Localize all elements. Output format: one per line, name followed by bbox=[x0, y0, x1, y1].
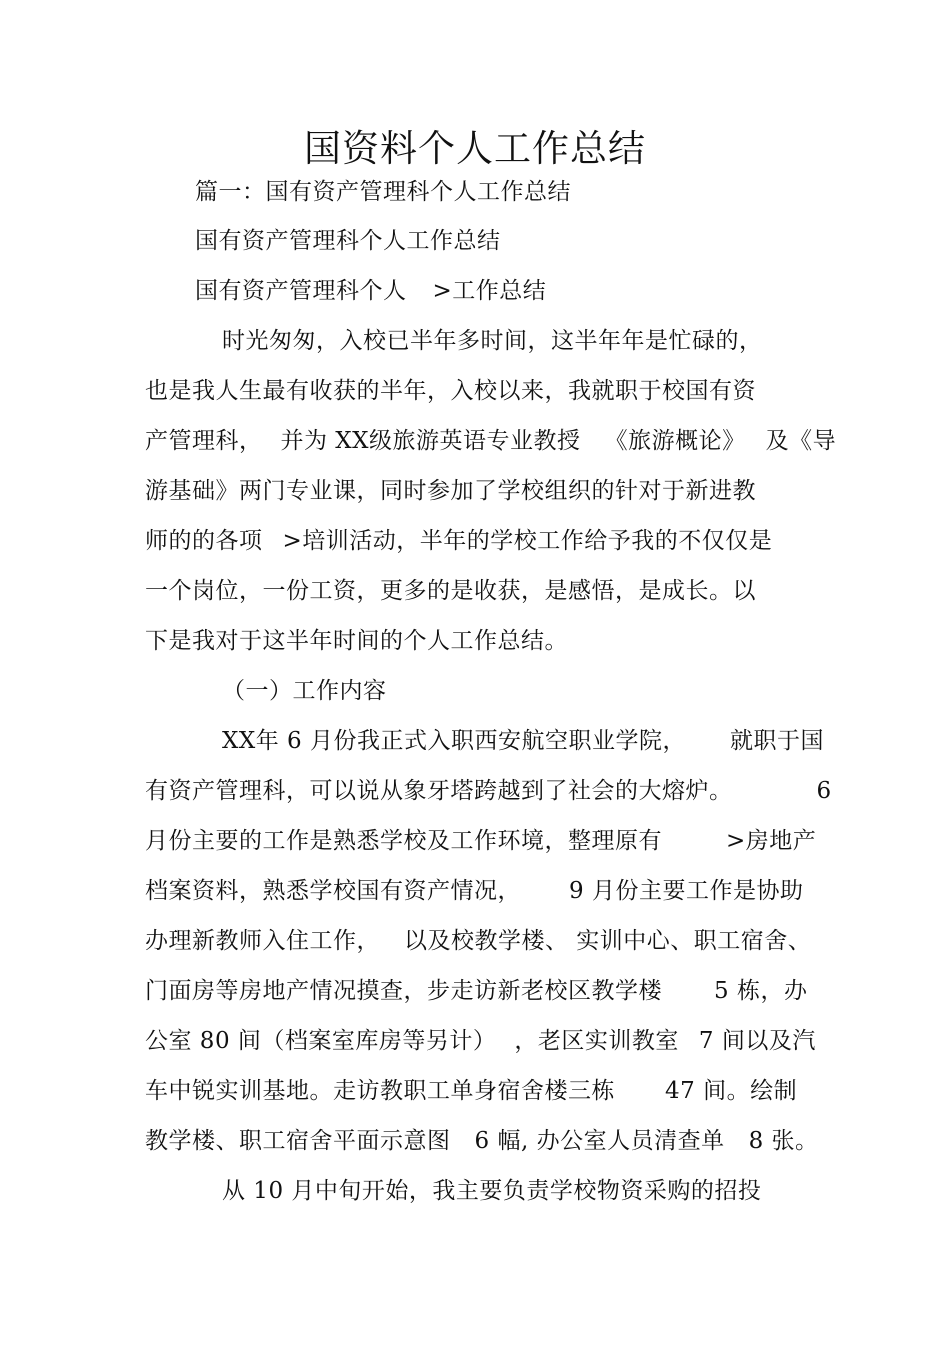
paragraph-line: 下是我对于这半年时间的个人工作总结。 bbox=[145, 628, 568, 654]
text-segment: ，老区实训教室 bbox=[514, 1028, 679, 1054]
paragraph-line: 一个岗位，一份工资，更多的是收获，是感悟，是成长。以 bbox=[145, 578, 756, 604]
text-segment: 车中锐实训基地。走访教职工单身宿舍楼三栋 bbox=[145, 1078, 615, 1104]
heading-subtitle-2-part-b: >工作总结 bbox=[432, 278, 547, 304]
text-segment: 8 张。 bbox=[748, 1128, 819, 1154]
text-segment: 师的的各项 bbox=[145, 528, 263, 554]
section-heading: （一）工作内容 bbox=[222, 678, 387, 704]
paragraph-line bbox=[145, 826, 816, 856]
text-segment: 有资产管理科，可以说从象牙塔跨越到了社会的大熔炉。 bbox=[145, 778, 733, 804]
text-segment: 《旅游概论》 bbox=[604, 428, 746, 454]
paragraph-line bbox=[222, 726, 824, 756]
text-segment: 7 间以及汽 bbox=[698, 1028, 816, 1054]
paragraph-line bbox=[145, 526, 772, 556]
text-segment: 月份主要的工作是熟悉学校及工作环境，整理原有 bbox=[145, 828, 662, 854]
document-title: 国资料个人工作总结 bbox=[304, 127, 646, 170]
heading-subtitle: 国有资产管理科个人工作总结 bbox=[195, 228, 501, 254]
text-segment: 47 间。绘制 bbox=[665, 1078, 798, 1104]
text-segment: >培训活动，半年的学校工作给予我的不仅仅是 bbox=[282, 528, 773, 554]
text-segment: 9 月份主要工作是协助 bbox=[569, 878, 804, 904]
heading-article-one: 篇一：国有资产管理科个人工作总结 bbox=[195, 179, 571, 205]
text-segment: 档案资料，熟悉学校国有资产情况， bbox=[145, 878, 521, 904]
paragraph-line bbox=[145, 1126, 819, 1156]
text-segment: 公室 80 间（档案室库房等另计） bbox=[145, 1028, 497, 1054]
text-segment: 及《导 bbox=[765, 428, 837, 454]
paragraph-line: 从 10 月中旬开始，我主要负责学校物资采购的招投 bbox=[222, 1178, 762, 1204]
text-segment: 6 bbox=[816, 778, 832, 804]
text-segment: 6 幅, 办公室人员清查单 bbox=[474, 1128, 725, 1154]
text-segment: XX年 6 月份我正式入职西安航空职业学院， bbox=[222, 728, 687, 754]
paragraph-line bbox=[145, 1076, 797, 1106]
text-segment: 产管理科， bbox=[145, 428, 263, 454]
text-segment: 以及校教学楼、 实训中心、职工宿舍、 bbox=[404, 928, 812, 954]
text-segment: 并为 XX级旅游英语专业教授 bbox=[280, 428, 581, 454]
paragraph-line bbox=[145, 976, 807, 1006]
paragraph-line: 游基础》两门专业课，同时参加了学校组织的针对于新进教 bbox=[145, 478, 756, 504]
paragraph-line: 时光匆匆，入校已半年多时间，这半年年是忙碌的， bbox=[222, 328, 763, 354]
text-segment: 5 栋，办 bbox=[714, 978, 808, 1004]
paragraph-line bbox=[145, 426, 836, 456]
paragraph-line bbox=[145, 876, 803, 906]
text-segment: >房地产 bbox=[726, 828, 817, 854]
paragraph-line: 也是我人生最有收获的半年，入校以来，我就职于校国有资 bbox=[145, 378, 756, 404]
text-segment: 就职于国 bbox=[730, 728, 825, 754]
paragraph-line bbox=[145, 1026, 816, 1056]
heading-subtitle-2-part-a: 国有资产管理科个人 bbox=[195, 278, 407, 304]
heading-subtitle-2 bbox=[195, 276, 546, 306]
text-segment: 教学楼、职工宿舍平面示意图 bbox=[145, 1128, 451, 1154]
text-segment: 门面房等房地产情况摸查，步走访新老校区教学楼 bbox=[145, 978, 662, 1004]
paragraph-line bbox=[145, 926, 811, 956]
paragraph-line bbox=[145, 776, 832, 806]
text-segment: 办理新教师入住工作， bbox=[145, 928, 380, 954]
